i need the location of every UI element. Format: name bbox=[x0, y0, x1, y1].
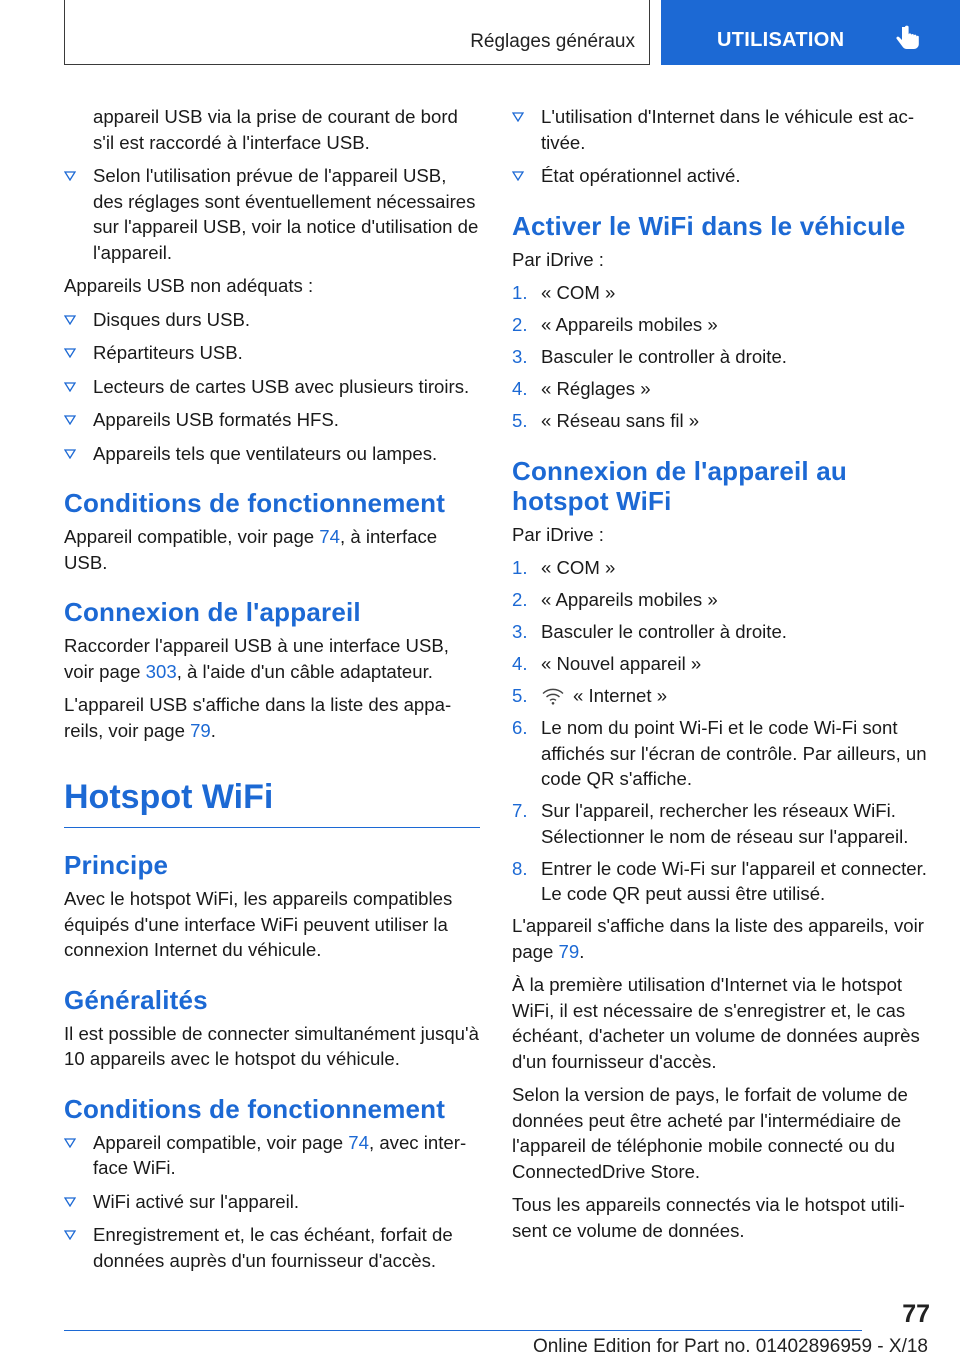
bullet-triangle-icon bbox=[64, 1138, 76, 1148]
list-item-text: Répartiteurs USB. bbox=[93, 342, 243, 363]
header-section-box bbox=[64, 0, 650, 65]
list-item bbox=[64, 1222, 480, 1273]
page-link[interactable]: 74 bbox=[348, 1131, 369, 1153]
bullet-triangle-icon bbox=[512, 112, 524, 122]
paragraph: L'appareil s'affiche dans la liste des appareils, voir page 79. bbox=[512, 915, 924, 962]
list-item-text: Lecteurs de cartes USB avec plusieurs tiroirs. bbox=[93, 375, 470, 397]
list-item-text: Appareils USB formatés HFS. bbox=[93, 409, 339, 430]
step-item: 1. « COM » bbox=[512, 557, 616, 578]
list-item bbox=[512, 104, 928, 155]
list-item-text: État opérationnel activé. bbox=[541, 165, 741, 186]
step-item: 2. « Appareils mobiles » bbox=[512, 589, 718, 610]
bullet-triangle-icon bbox=[64, 348, 76, 358]
paragraph: À la première utilisation d'Internet via le hotspot WiFi, il est nécessaire de s'enregistrer et, le cas échéant, d'acheter un volume de données auprès d'un fournisseur d'accès. bbox=[512, 974, 920, 1072]
principe-text: Avec le hotspot WiFi, les appareils compatibles équipés d'une interface WiFi peuvent utiliser la connexion Internet du véhicule. bbox=[64, 888, 453, 960]
page-link[interactable]: 74 bbox=[319, 526, 340, 547]
list-item: Appareil compatible, voir page 74, avec interface WiFi. bbox=[64, 1130, 480, 1181]
conditions-text: Appareil compatible, voir page 74, à interface USB. bbox=[64, 526, 438, 573]
step-item: 5. « Internet » bbox=[512, 685, 668, 706]
list-item bbox=[64, 407, 480, 433]
step-item: 3. Basculer le controller à droite. bbox=[512, 346, 787, 367]
bullet-triangle-icon bbox=[64, 171, 76, 181]
list-item-text: L'utilisation d'Internet dans le véhicule est activée. bbox=[541, 106, 915, 153]
heading-conditions-2: Conditions de fonctionnement bbox=[64, 1093, 446, 1124]
left-column bbox=[64, 104, 480, 1281]
list-item bbox=[64, 1189, 480, 1215]
footer-edition-text: Online Edition for Part no. 01402896959 - X/18 bbox=[532, 1336, 928, 1357]
bullet-triangle-icon bbox=[64, 415, 76, 425]
paragraph: Selon la version de pays, le forfait de volume de données peut être acheté par l'intermédiaire de l'appareil de téléphonie mobile connecté ou du ConnectedDrive Store. bbox=[512, 1084, 908, 1182]
list-item bbox=[64, 374, 480, 400]
bullet-triangle-icon bbox=[64, 382, 76, 392]
list-item-text: Selon l'utilisation prévue de l'appareil USB, des réglages sont éventuellement nécessaires sur l'appareil USB, voir la notice d'utilisation de l'appareil. bbox=[93, 165, 479, 263]
bullet-triangle-icon bbox=[64, 449, 76, 459]
page-number: 77 bbox=[902, 1300, 930, 1328]
heading-principe: Principe bbox=[64, 850, 169, 880]
list-item-text: Appareils tels que ventilateurs ou lampes. bbox=[93, 442, 438, 464]
bullet-triangle-icon bbox=[512, 171, 524, 181]
bullet-triangle-icon bbox=[64, 315, 76, 325]
footer-edition bbox=[64, 1336, 928, 1358]
footer-rule bbox=[64, 1330, 862, 1331]
step-item: 2. « Appareils mobiles » bbox=[512, 314, 718, 335]
heading-connexion-hotspot: Connexion de l'appareil au hotspot WiFi bbox=[512, 455, 847, 516]
step-item: 4. « Réglages » bbox=[512, 378, 651, 399]
page-link[interactable]: 79 bbox=[558, 940, 580, 962]
list-item bbox=[64, 340, 480, 366]
header-chapter-label: UTILISATION bbox=[717, 29, 845, 51]
list-item-text: Enregistrement et, le cas échéant, forfait de données auprès d'un fournisseur d'accès. bbox=[93, 1224, 453, 1271]
header-chapter-tab bbox=[661, 0, 960, 65]
heading-generalites: Généralités bbox=[64, 984, 208, 1015]
step-item: 6. Le nom du point Wi-Fi et le code Wi-Fi sont affichés sur l'écran de contrôle. Par ailleurs, un code QR s'affiche. bbox=[512, 717, 927, 789]
list-item bbox=[64, 163, 480, 265]
heading-hotspot-wifi: Hotspot WiFi bbox=[64, 777, 480, 828]
page-link[interactable]: 303 bbox=[145, 660, 177, 682]
step-item: 8. Entrer le code Wi-Fi sur l'appareil et connecter. Le code QR peut aussi être utilisé. bbox=[512, 857, 927, 904]
step-item: 1. « COM » bbox=[512, 282, 616, 303]
connexion-text-2: L'appareil USB s'affiche dans la liste des appareils, voir page 79. bbox=[64, 694, 452, 741]
list-item-text: Disques durs USB. bbox=[93, 308, 251, 330]
header-section-title: Réglages généraux bbox=[470, 31, 635, 52]
step-item: 7. Sur l'appareil, rechercher les réseaux WiFi. Sélectionner le nom de réseau sur l'appareil. bbox=[512, 800, 909, 847]
right-column bbox=[512, 104, 928, 1251]
hand-pointer-icon bbox=[895, 25, 921, 53]
unsuitable-intro: Appareils USB non adéquats : bbox=[64, 275, 314, 296]
heading-connexion: Connexion de l'appareil bbox=[64, 597, 361, 627]
step-item: 5. « Réseau sans fil » bbox=[512, 410, 700, 431]
list-item bbox=[512, 163, 928, 189]
paragraph: Tous les appareils connectés via le hotspot utilisent ce volume de données. bbox=[512, 1194, 905, 1241]
list-item-text: WiFi activé sur l'appareil. bbox=[93, 1190, 300, 1212]
heading-activer-wifi: Activer le WiFi dans le véhicule bbox=[512, 210, 906, 241]
bullet-triangle-icon bbox=[64, 1230, 76, 1240]
bullet-triangle-icon bbox=[64, 1197, 76, 1207]
continued-text: appareil USB via la prise de courant de bord s'il est raccordé à l'interface USB. bbox=[93, 106, 458, 153]
step-item: 4. « Nouvel appareil » bbox=[512, 653, 702, 674]
wifi-icon bbox=[541, 687, 565, 705]
page-link[interactable]: 79 bbox=[190, 719, 211, 741]
idrive-label: Par iDrive : bbox=[512, 248, 604, 270]
idrive-label: Par iDrive : bbox=[512, 523, 604, 545]
generalites-text: Il est possible de connecter simultanément jusqu'à 10 appareils avec le hotspot du véhicule. bbox=[64, 1022, 479, 1069]
step-item: 3. Basculer le controller à droite. bbox=[512, 621, 787, 642]
connexion-text-1: Raccorder l'appareil USB à une interface USB, voir page 303, à l'aide d'un câble adaptateur. bbox=[64, 635, 449, 682]
list-item bbox=[64, 441, 480, 467]
list-item bbox=[64, 307, 480, 333]
heading-conditions: Conditions de fonctionnement bbox=[64, 488, 446, 518]
